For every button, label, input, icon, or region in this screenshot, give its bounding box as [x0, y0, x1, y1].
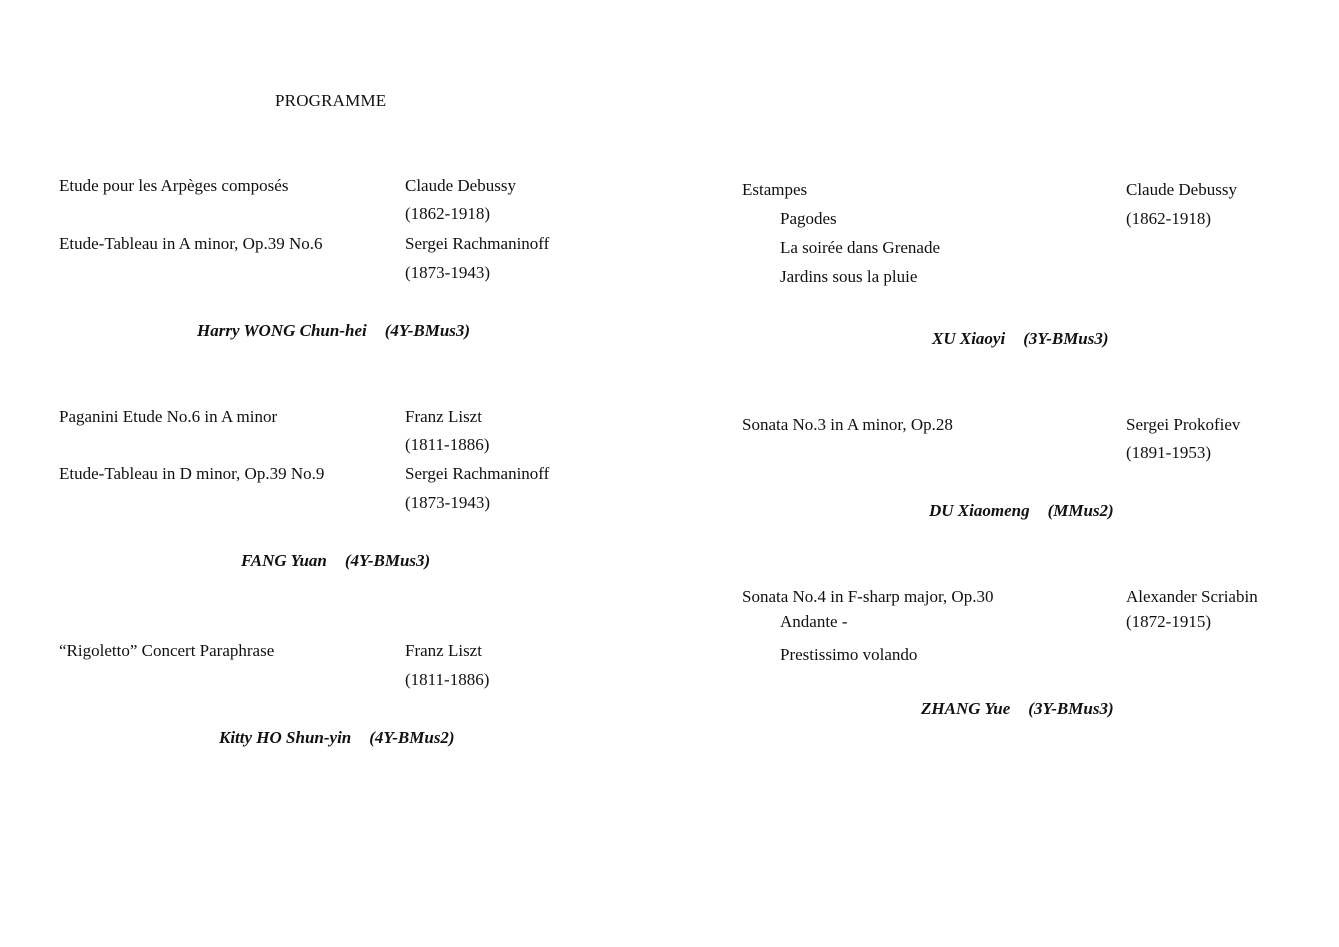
performer [932, 330, 1109, 347]
work-title: Etude-Tableau in D minor, Op.39 No.9 [59, 464, 325, 483]
performer-name: FANG Yuan [241, 551, 327, 570]
composer-dates: (1862-1918) [405, 204, 490, 223]
composer-name: Franz Liszt [405, 407, 482, 426]
performer [197, 322, 470, 339]
composer-dates: (1811-1886) [405, 670, 490, 689]
composer-dates: (1873-1943) [405, 263, 490, 282]
composer-dates: (1873-1943) [405, 493, 490, 512]
composer-dates: (1891-1953) [1126, 443, 1211, 462]
performer-name: DU Xiaomeng [929, 501, 1030, 520]
composer-name: Claude Debussy [405, 176, 516, 195]
composer-name: Claude Debussy [1126, 180, 1237, 199]
work-title: Etude pour les Arpèges composés [59, 176, 289, 195]
composer-dates: (1811-1886) [405, 435, 490, 454]
page-title: PROGRAMME [275, 91, 387, 110]
work-title: Etude-Tableau in A minor, Op.39 No.6 [59, 234, 323, 253]
performer [241, 552, 430, 569]
work-title: Sonata No.3 in A minor, Op.28 [742, 415, 953, 434]
performer-class: (4Y-BMus3) [344, 551, 431, 570]
composer-dates: (1872-1915) [1126, 612, 1211, 631]
movement-title: Prestissimo volando [780, 645, 918, 664]
movement-title: Pagodes [780, 209, 837, 228]
performer [921, 700, 1114, 717]
movement-title: Andante - [780, 612, 848, 631]
composer-name: Sergei Rachmaninoff [405, 464, 550, 483]
composer-name: Sergei Rachmaninoff [405, 234, 550, 253]
performer [929, 502, 1114, 519]
performer-name: ZHANG Yue [921, 699, 1011, 718]
performer [219, 729, 455, 746]
performer-class: (3Y-BMus3) [1023, 329, 1109, 348]
work-title: Paganini Etude No.6 in A minor [59, 407, 278, 426]
composer-dates: (1862-1918) [1126, 209, 1211, 228]
performer-class: (MMus2) [1047, 501, 1114, 520]
performer-class: (4Y-BMus2) [369, 728, 455, 747]
composer-name: Sergei Prokofiev [1126, 415, 1241, 434]
performer-name: Kitty HO Shun-yin [219, 728, 352, 747]
work-title: “Rigoletto” Concert Paraphrase [59, 641, 275, 660]
movement-title: Jardins sous la pluie [780, 267, 918, 286]
work-title: Sonata No.4 in F-sharp major, Op.30 [742, 587, 994, 606]
composer-name: Alexander Scriabin [1126, 587, 1258, 606]
performer-name: XU Xiaoyi [932, 329, 1006, 348]
performer-class: (4Y-BMus3) [384, 321, 471, 340]
performer-class: (3Y-BMus3) [1028, 699, 1114, 718]
work-title: Estampes [742, 180, 808, 199]
movement-title: La soirée dans Grenade [780, 238, 941, 257]
performer-name: Harry WONG Chun-hei [197, 321, 367, 340]
composer-name: Franz Liszt [405, 641, 482, 660]
